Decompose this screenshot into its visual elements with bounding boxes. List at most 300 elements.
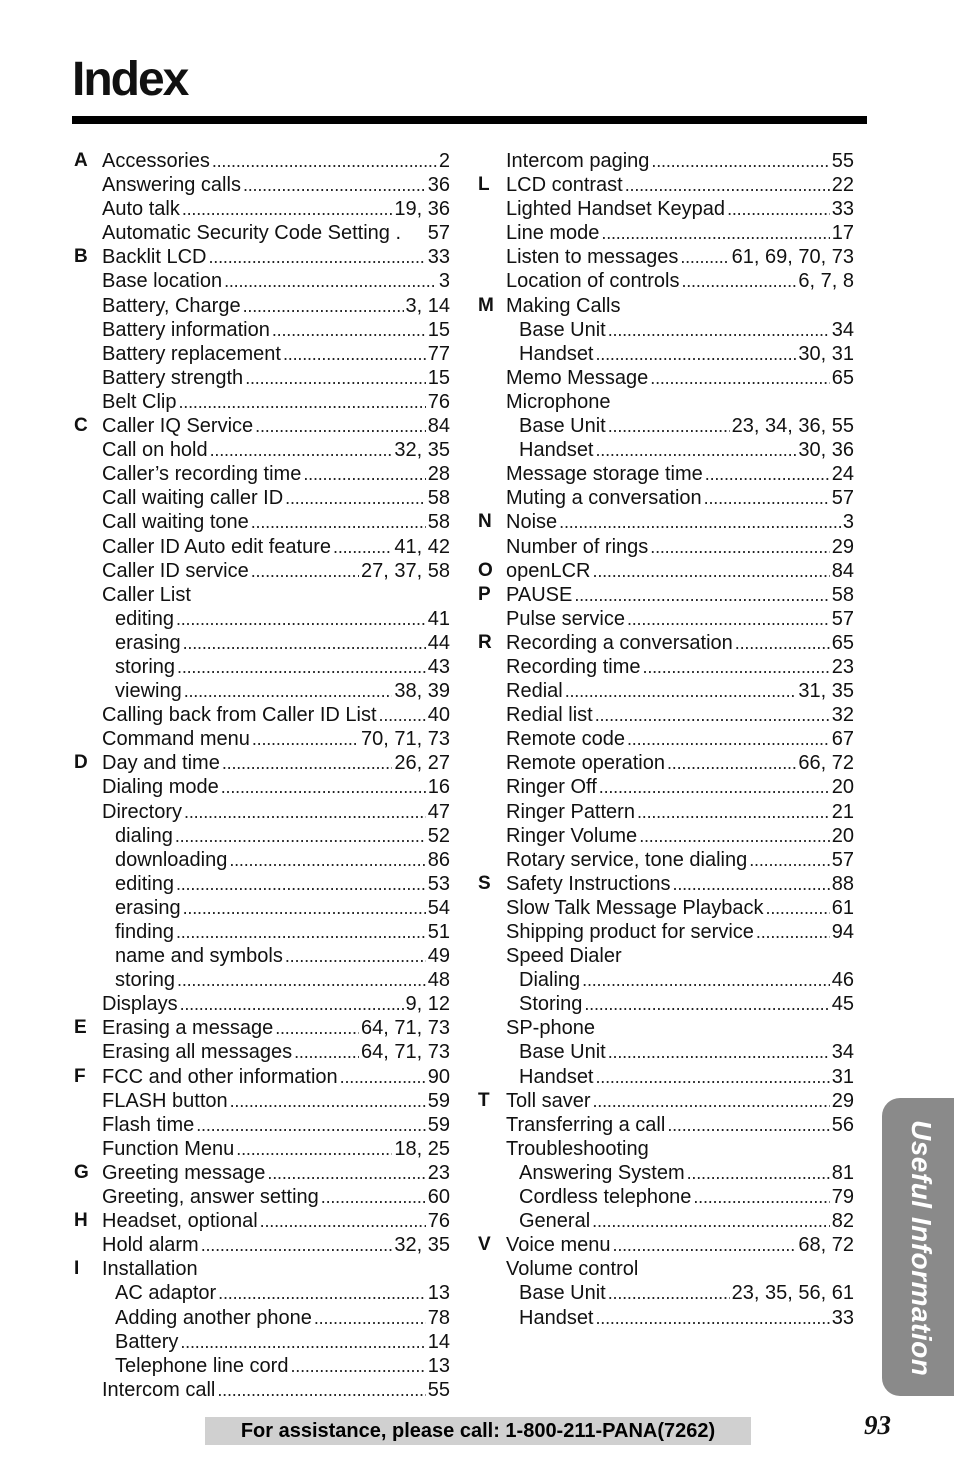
entry-label: Belt Clip <box>102 390 177 413</box>
index-entry <box>74 872 450 896</box>
entry-label: Handset <box>519 1065 594 1088</box>
page-number: 93 <box>864 1410 891 1440</box>
index-entry <box>74 992 450 1016</box>
index-entry <box>74 414 450 438</box>
entry-pages: 79 <box>831 1186 854 1209</box>
dot-leader <box>584 992 829 1016</box>
index-letter: H <box>74 1210 88 1232</box>
dot-leader <box>272 318 426 342</box>
index-entry <box>478 1113 854 1137</box>
dot-leader <box>601 221 829 245</box>
dot-leader <box>184 800 426 824</box>
dot-leader <box>218 1281 426 1305</box>
index-letter: P <box>478 583 491 605</box>
entry-label: Rotary service, tone dialing <box>506 848 748 871</box>
entry-pages: 23, 35, 56, 61 <box>731 1282 854 1305</box>
index-letter: L <box>478 174 490 196</box>
index-letter: O <box>478 559 493 581</box>
index-entry <box>478 414 854 438</box>
entry-pages: 51 <box>427 921 450 943</box>
entry-pages: 53 <box>427 872 450 895</box>
entry-pages: 68, 72 <box>798 1234 854 1257</box>
entry-label: Flash time <box>102 1113 195 1136</box>
dot-leader <box>595 703 830 727</box>
entry-label: FCC and other information <box>102 1065 338 1088</box>
dot-leader <box>749 848 830 872</box>
entry-pages: 15 <box>427 318 450 341</box>
entry-label: Intercom paging <box>506 150 650 172</box>
entry-label: Directory <box>102 800 183 823</box>
entry-label: Caller List <box>102 583 191 606</box>
entry-label: Lighted Handset Keypad <box>506 198 726 221</box>
entry-pages: 2 <box>438 150 450 172</box>
entry-label: PAUSE <box>506 583 573 606</box>
dot-leader <box>176 920 426 944</box>
index-entry <box>478 1257 854 1281</box>
entry-label: Ringer Volume <box>506 824 638 847</box>
dot-leader <box>217 1378 425 1402</box>
index-entry <box>74 1257 450 1281</box>
entry-pages: 88 <box>831 872 854 895</box>
dot-leader <box>625 173 830 197</box>
index-entry <box>478 920 854 944</box>
entry-pages: 58 <box>831 583 854 606</box>
index-entry <box>74 294 450 318</box>
entry-label: FLASH button <box>102 1089 228 1112</box>
dot-leader <box>593 559 830 583</box>
index-letter: B <box>74 246 88 268</box>
entry-label: Headset, optional <box>102 1210 258 1233</box>
entry-pages: 17 <box>831 222 854 245</box>
index-column-left <box>74 149 450 1402</box>
entry-pages: 57 <box>831 607 854 630</box>
dot-leader <box>592 1089 829 1113</box>
entry-label: finding <box>115 921 174 943</box>
entry-pages: 64, 71, 73 <box>361 1017 450 1040</box>
index-entry <box>478 751 854 775</box>
entry-pages: 86 <box>427 848 450 871</box>
index-entry <box>478 1281 854 1305</box>
entry-label: Base Unit <box>519 1282 606 1305</box>
entry-label: Answering System <box>519 1161 685 1184</box>
dot-leader <box>627 607 830 631</box>
dot-leader <box>705 462 830 486</box>
index-entry <box>478 1040 854 1064</box>
index-entry <box>478 800 854 824</box>
index-entry <box>478 848 854 872</box>
entry-label: Safety Instructions <box>506 872 671 895</box>
entry-label: Displays <box>102 993 178 1016</box>
entry-pages: 47 <box>427 800 450 823</box>
entry-pages: 23 <box>831 655 854 678</box>
entry-label: Redial list <box>506 704 593 727</box>
dot-leader <box>596 1065 830 1089</box>
index-entry <box>74 510 450 534</box>
dot-leader <box>196 1113 426 1137</box>
index-entry <box>478 1185 854 1209</box>
entry-label: Line mode <box>506 222 600 245</box>
index-entry <box>478 149 854 173</box>
index-entry <box>478 1137 854 1161</box>
dot-leader <box>210 438 393 462</box>
index-entry <box>478 992 854 1016</box>
entry-label: Cordless telephone <box>519 1186 692 1209</box>
entry-label: Intercom call <box>102 1378 216 1401</box>
dot-leader <box>639 824 830 848</box>
dot-leader <box>592 1209 830 1233</box>
entry-label: Recording a conversation <box>506 631 733 654</box>
entry-label: Battery information <box>102 318 270 341</box>
index-entry <box>74 775 450 799</box>
entry-label: downloading <box>115 848 228 871</box>
entry-pages: 40 <box>427 704 450 727</box>
dot-leader <box>667 751 796 775</box>
entry-pages: 13 <box>427 1354 450 1377</box>
dot-leader <box>224 269 437 293</box>
entry-pages: 26, 27 <box>394 752 450 775</box>
entry-label: Caller ID Auto edit feature <box>102 535 332 558</box>
entry-label: Battery <box>115 1330 179 1353</box>
entry-label: Base Unit <box>519 1041 606 1064</box>
entry-label: Caller ID service <box>102 559 249 582</box>
dot-leader <box>735 631 830 655</box>
entry-pages: 30, 36 <box>798 439 854 462</box>
entry-label: Troubleshooting <box>506 1137 649 1160</box>
index-entry <box>74 751 450 775</box>
index-entry <box>478 486 854 510</box>
dot-leader <box>183 631 426 655</box>
index-entry <box>74 631 450 655</box>
entry-pages: 28 <box>427 463 450 486</box>
dot-leader <box>643 655 830 679</box>
dot-leader <box>267 1161 425 1185</box>
index-entry <box>478 221 854 245</box>
index-entry <box>74 245 450 269</box>
index-entry <box>478 607 854 631</box>
entry-label: Dialing mode <box>102 776 219 799</box>
entry-pages: 67 <box>831 728 854 751</box>
dot-leader <box>613 1233 797 1257</box>
index-entry <box>478 197 854 221</box>
entry-pages: 23 <box>427 1161 450 1184</box>
index-entry <box>478 968 854 992</box>
entry-pages: 36 <box>427 174 450 197</box>
dot-leader <box>251 510 426 534</box>
entry-pages: 57 <box>831 848 854 871</box>
entry-pages: 77 <box>427 342 450 365</box>
entry-label: Greeting message <box>102 1161 266 1184</box>
entry-label: Toll saver <box>506 1089 591 1112</box>
index-letter: N <box>478 511 492 533</box>
dot-leader <box>212 149 437 173</box>
index-entry <box>74 848 450 872</box>
entry-pages: 56 <box>831 1113 854 1136</box>
index-entry <box>74 1354 450 1378</box>
entry-label: viewing <box>115 680 182 703</box>
dot-leader <box>245 366 426 390</box>
entry-pages: 3 <box>842 511 854 534</box>
entry-pages: 65 <box>831 631 854 654</box>
entry-pages: 64, 71, 73 <box>361 1041 450 1064</box>
entry-label: Volume control <box>506 1258 639 1281</box>
entry-pages: 55 <box>427 1378 450 1401</box>
entry-pages: 57 <box>831 487 854 510</box>
index-entry <box>478 727 854 751</box>
entry-label: General <box>519 1210 591 1233</box>
entry-label: Storing <box>519 993 583 1016</box>
dot-leader <box>559 510 841 534</box>
index-letter: R <box>478 631 492 653</box>
dot-leader <box>596 342 797 366</box>
assistance-footer: For assistance, please call: 1-800-211-PANA(7262) <box>205 1417 751 1445</box>
entry-pages: 41 <box>427 607 450 630</box>
entry-label: dialing <box>115 824 173 847</box>
index-entry <box>478 944 854 968</box>
entry-label: Remote code <box>506 728 625 751</box>
index-entry <box>74 1281 450 1305</box>
index-entry <box>478 703 854 727</box>
entry-label: Handset <box>519 342 594 365</box>
entry-label: name and symbols <box>115 945 283 968</box>
dot-leader <box>637 800 830 824</box>
entry-label: Automatic Security Code Setting . <box>102 222 402 245</box>
index-entry <box>74 800 450 824</box>
entry-pages: 3 <box>438 270 450 293</box>
entry-pages: 55 <box>831 150 854 172</box>
entry-label: Hold alarm <box>102 1234 199 1257</box>
index-entry <box>74 703 450 727</box>
entry-pages: 32, 35 <box>394 439 450 462</box>
index-entry <box>74 1209 450 1233</box>
entry-label: Handset <box>519 1306 594 1329</box>
entry-label: Shipping product for service <box>506 921 754 943</box>
entry-pages: 6, 7, 8 <box>798 270 854 293</box>
index-entry <box>478 1233 854 1257</box>
entry-label: Ringer Pattern <box>506 800 635 823</box>
entry-pages: 15 <box>427 366 450 389</box>
index-entry <box>74 920 450 944</box>
dot-leader <box>693 1185 829 1209</box>
entry-pages: 49 <box>427 945 450 968</box>
entry-pages: 48 <box>427 969 450 992</box>
dot-leader <box>379 703 426 727</box>
entry-label: Ringer Off <box>506 776 597 799</box>
dot-leader <box>221 775 426 799</box>
entry-pages: 33 <box>427 246 450 269</box>
entry-label: editing <box>115 607 174 630</box>
index-entry <box>74 1089 450 1113</box>
index-entry <box>478 342 854 366</box>
index-entry <box>478 559 854 583</box>
dot-leader <box>230 1089 426 1113</box>
entry-pages: 27, 37, 58 <box>361 559 450 582</box>
dot-leader <box>177 655 426 679</box>
index-entry <box>74 1185 450 1209</box>
entry-label: Calling back from Caller ID List <box>102 704 377 727</box>
entry-pages: 33 <box>831 198 854 221</box>
entry-label: Speed Dialer <box>506 945 622 968</box>
dot-leader <box>252 727 359 751</box>
entry-pages: 34 <box>831 1041 854 1064</box>
index-entry <box>478 438 854 462</box>
dot-leader <box>333 535 392 559</box>
dot-leader <box>176 607 426 631</box>
entry-pages: 9, 12 <box>405 993 450 1016</box>
dot-leader <box>290 1354 425 1378</box>
dot-leader <box>667 1113 829 1137</box>
entry-label: Day and time <box>102 752 220 775</box>
index-entry <box>478 1016 854 1040</box>
dot-leader <box>285 944 426 968</box>
dot-leader <box>180 992 404 1016</box>
entry-pages: 41, 42 <box>394 535 450 558</box>
entry-pages: 20 <box>831 776 854 799</box>
entry-pages: 59 <box>427 1113 450 1136</box>
dot-leader <box>681 269 796 293</box>
dot-leader <box>180 1330 425 1354</box>
dot-leader <box>596 438 797 462</box>
entry-label: Listen to messages <box>506 246 679 269</box>
dot-leader <box>687 1161 830 1185</box>
dot-leader <box>756 920 830 944</box>
index-entry <box>478 294 854 318</box>
dot-leader <box>321 1185 426 1209</box>
entry-pages: 61, 69, 70, 73 <box>731 246 854 269</box>
dot-leader <box>260 1209 426 1233</box>
index-entry <box>74 727 450 751</box>
index-entry <box>74 1016 450 1040</box>
entry-label: Remote operation <box>506 752 665 775</box>
dot-leader <box>208 245 425 269</box>
entry-label: Answering calls <box>102 174 241 197</box>
entry-label: Erasing all messages <box>102 1041 293 1064</box>
dot-leader <box>680 245 729 269</box>
index-entry <box>478 679 854 703</box>
entry-label: Battery, Charge <box>102 294 241 317</box>
dot-leader <box>182 197 393 221</box>
dot-leader <box>229 848 425 872</box>
index-letter: M <box>478 294 494 316</box>
index-entry <box>74 535 450 559</box>
index-entry <box>74 1233 450 1257</box>
entry-pages: 82 <box>831 1210 854 1233</box>
entry-pages: 21 <box>831 800 854 823</box>
entry-label: Base Unit <box>519 318 606 341</box>
entry-label: Auto talk <box>102 198 180 221</box>
entry-label: Call on hold <box>102 439 208 462</box>
index-entry <box>74 269 450 293</box>
entry-label: Recording time <box>506 655 641 678</box>
index-entry <box>74 1113 450 1137</box>
index-letter: I <box>74 1258 80 1280</box>
index-entry <box>74 149 450 173</box>
entry-pages: 32 <box>831 704 854 727</box>
entry-label: erasing <box>115 896 181 919</box>
index-entry <box>478 173 854 197</box>
dot-leader <box>651 149 829 173</box>
index-entry <box>478 1089 854 1113</box>
index-entry <box>478 1209 854 1233</box>
entry-pages: 59 <box>427 1089 450 1112</box>
dot-leader <box>236 1137 392 1161</box>
index-entry <box>74 968 450 992</box>
entry-label: Accessories <box>102 150 210 172</box>
index-entry <box>74 583 450 607</box>
dot-leader <box>275 1016 359 1040</box>
index-entry <box>74 1330 450 1354</box>
index-entry <box>478 510 854 534</box>
entry-pages: 81 <box>831 1161 854 1184</box>
index-entry <box>74 607 450 631</box>
index-letter: G <box>74 1161 89 1183</box>
entry-pages: 78 <box>427 1306 450 1329</box>
index-entry <box>478 1306 854 1330</box>
entry-label: LCD contrast <box>506 174 623 197</box>
index-letter: E <box>74 1017 87 1039</box>
entry-pages: 90 <box>427 1065 450 1088</box>
entry-pages: 84 <box>427 415 450 438</box>
index-entry <box>74 173 450 197</box>
entry-label: Base location <box>102 270 223 293</box>
entry-label: Noise <box>506 511 558 534</box>
entry-label: Number of rings <box>506 535 649 558</box>
index-entry <box>74 486 450 510</box>
entry-label: Telephone line cord <box>115 1354 289 1377</box>
dot-leader <box>340 1065 426 1089</box>
index-entry <box>74 1137 450 1161</box>
index-entry <box>478 390 854 414</box>
index-column-right <box>478 149 854 1330</box>
dot-leader <box>177 968 426 992</box>
entry-label: Installation <box>102 1258 198 1281</box>
entry-pages: 19, 36 <box>394 198 450 221</box>
entry-pages: 60 <box>427 1186 450 1209</box>
dot-leader <box>285 486 426 510</box>
entry-pages: 29 <box>831 1089 854 1112</box>
dot-leader <box>608 1040 830 1064</box>
entry-label: Call waiting caller ID <box>102 487 284 510</box>
entry-label: Call waiting tone <box>102 511 249 534</box>
entry-label: Adding another phone <box>115 1306 312 1329</box>
entry-label: Caller’s recording time <box>102 463 302 486</box>
page-title: Index <box>72 53 188 106</box>
dot-leader <box>283 342 426 366</box>
entry-label: editing <box>115 872 174 895</box>
index-letter: S <box>478 872 491 894</box>
index-entry <box>478 655 854 679</box>
index-entry <box>74 1378 450 1402</box>
entry-pages: 45 <box>831 993 854 1016</box>
entry-label: Function Menu <box>102 1137 235 1160</box>
index-entry <box>478 872 854 896</box>
dot-leader <box>727 197 830 221</box>
index-entry <box>74 655 450 679</box>
dot-leader <box>650 535 829 559</box>
dot-leader <box>251 559 359 583</box>
index-entry <box>74 679 450 703</box>
dot-leader <box>175 824 426 848</box>
entry-label: Location of controls <box>506 270 680 293</box>
entry-pages: 14 <box>427 1330 450 1353</box>
dot-leader <box>178 390 425 414</box>
entry-pages: 3, 14 <box>405 294 450 317</box>
entry-label: Memo Message <box>506 366 649 389</box>
dot-leader <box>599 775 830 799</box>
index-entry <box>478 366 854 390</box>
index-entry <box>478 318 854 342</box>
dot-leader <box>255 414 426 438</box>
entry-pages: 46 <box>831 969 854 992</box>
